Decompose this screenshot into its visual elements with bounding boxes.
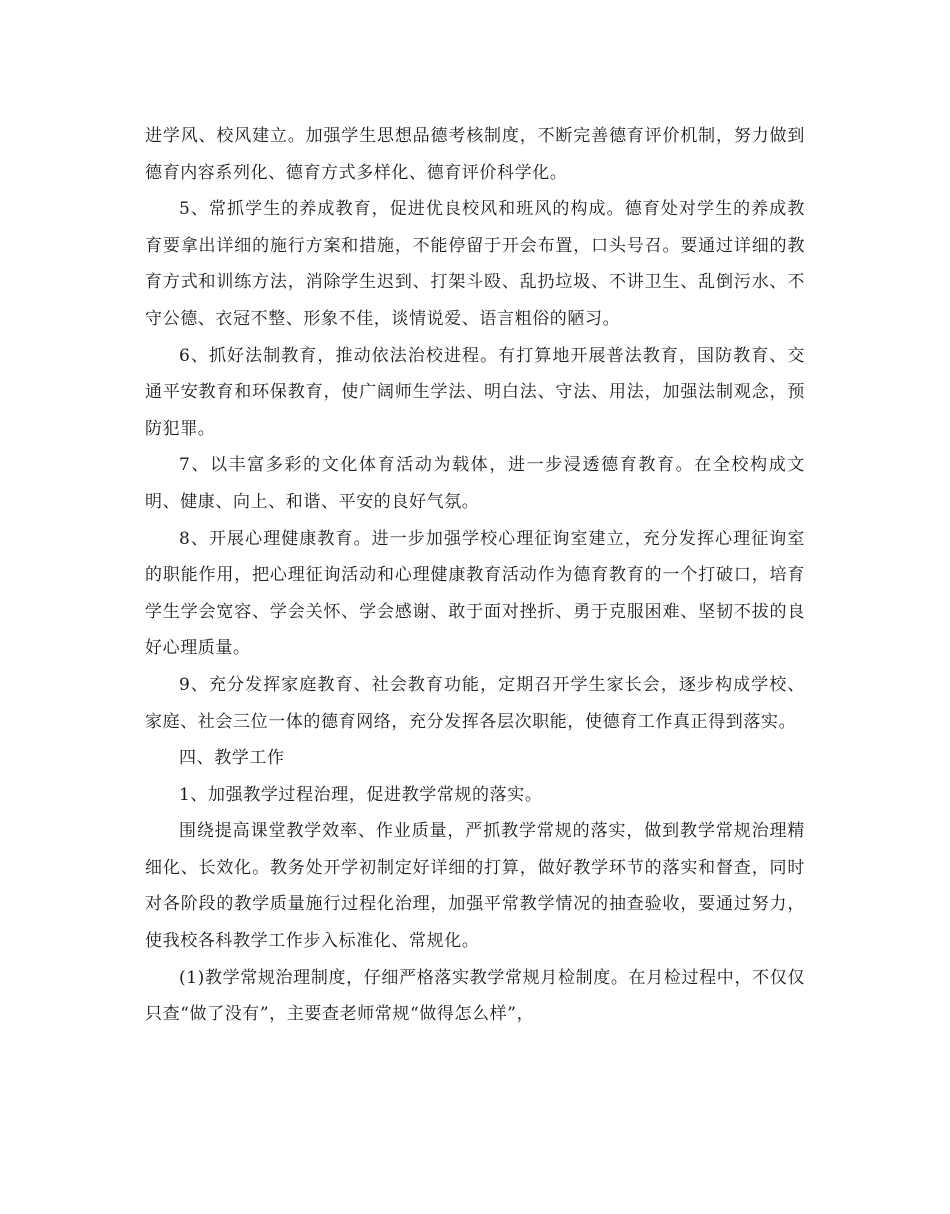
paragraph: (1)教学常规治理制度，仔细严格落实教学常规月检制度。在月检过程中，不仅仅只查“做了没有”，主要查老师常规“做得怎么样”，	[145, 967, 805, 1025]
subsection-heading: 1、加强教学过程治理，促进教学常规的落实。	[179, 784, 543, 805]
document-body	[145, 118, 805, 1033]
paragraph: 7、以丰富多彩的文化体育活动为载体，进一步浸透德育教育。在全校构成文明、健康、向上、和谐、平安的良好气氛。	[145, 455, 805, 512]
paragraph: 8、开展心理健康教育。进一步加强学校心理征询室建立，充分发挥心理征询室的职能作用，把心理征询活动和心理健康教育活动作为德育教育的一个打破口，培育学生学会宽容、学会关怀、学会感谢、敢于面对挫折、勇于克服困难、坚韧不拔的良好心理质量。	[145, 528, 805, 659]
paragraph: 5、常抓学生的养成教育，促进优良校风和班风的构成。德育处对学生的养成教育要拿出详细的施行方案和措施，不能停留于开会布置，口头号召。要通过详细的教育方式和训练方法，消除学生迟到、打架斗殴、乱扔垃圾、不讲卫生、乱倒污水、不守公德、衣冠不整、形象不佳，谈情说爱、语言粗俗的陋习。	[145, 199, 805, 329]
paragraph: 围绕提高课堂教学效率、作业质量，严抓教学常规的落实，做到教学常规治理精细化、长效化。教务处开学初制定好详细的打算，做好教学环节的落实和督查，同时对各阶段的教学质量施行过程化治理，加强平常教学情况的抽查验收，要通过努力，使我校各科教学工作步入标准化、常规化。	[145, 821, 805, 952]
section-heading: 四、教学工作	[179, 748, 285, 769]
paragraph: 进学风、校风建立。加强学生思想品德考核制度，不断完善德育评价机制，努力做到德育内容系列化、德育方式多样化、德育评价科学化。	[145, 126, 805, 183]
paragraph: 6、抓好法制教育，推动依法治校进程。有打算地开展普法教育，国防教育、交通平安教育和环保教育，使广阔师生学法、明白法、守法、用法，加强法制观念，预防犯罪。	[145, 345, 805, 439]
paragraph: 9、充分发挥家庭教育、社会教育功能，定期召开学生家长会，逐步构成学校、家庭、社会三位一体的德育网络，充分发挥各层次职能，使德育工作真正得到落实。	[145, 674, 805, 732]
